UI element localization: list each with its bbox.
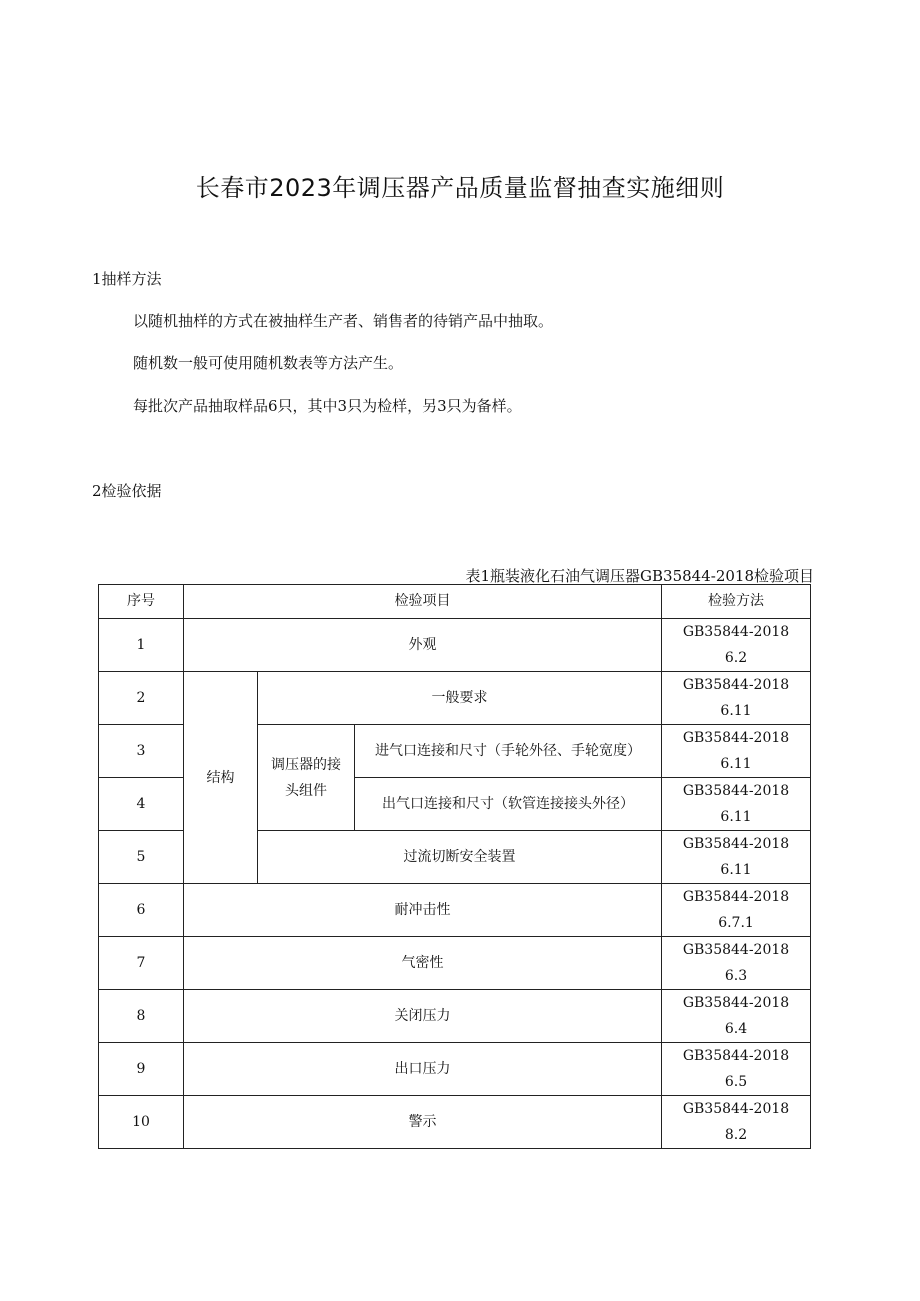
header-no: 序号 — [99, 585, 184, 619]
section-heading-sampling: 1抽样方法 — [92, 270, 162, 288]
row-method — [662, 619, 811, 672]
row-no: 9 — [99, 1043, 184, 1096]
paragraph-random-number: 随机数一般可使用随机数表等方法产生。 — [133, 354, 404, 372]
paragraph-sample-quantity: 每批次产品抽取样品6只，其中3只为检样，另3只为备样。 — [133, 397, 522, 415]
row-no: 2 — [99, 672, 184, 725]
table-caption: 表1瓶装液化石油气调压器GB35844-2018检验项目 — [465, 567, 814, 585]
header-method: 检验方法 — [662, 585, 811, 619]
table-row — [99, 672, 811, 725]
row-no: 7 — [99, 937, 184, 990]
row-item: 出口压力 — [184, 1043, 662, 1096]
row-item: 耐冲击性 — [184, 884, 662, 937]
row-no: 1 — [99, 619, 184, 672]
method-standard: GB35844-2018 — [682, 1101, 790, 1117]
row-item: 外观 — [184, 619, 662, 672]
method-standard: GB35844-2018 — [682, 783, 790, 799]
row-item: 气密性 — [184, 937, 662, 990]
inspection-items-table — [98, 584, 811, 1149]
method-clause: 8.2 — [724, 1127, 748, 1143]
row-method — [662, 884, 811, 937]
row-item: 过流切断安全装置 — [258, 831, 662, 884]
table-row — [99, 990, 811, 1043]
table-row — [99, 1096, 811, 1149]
method-clause: 6.11 — [720, 862, 752, 878]
method-standard: GB35844-2018 — [682, 677, 790, 693]
method-clause: 6.4 — [724, 1021, 748, 1037]
document-title: 长春市2023年调压器产品质量监督抽查实施细则 — [195, 174, 725, 202]
table-row — [99, 937, 811, 990]
row-no: 5 — [99, 831, 184, 884]
table-row — [99, 619, 811, 672]
group-connector-assembly — [258, 725, 355, 831]
method-clause: 6.7.1 — [718, 915, 754, 931]
table-header-row — [99, 585, 811, 619]
method-standard: GB35844-2018 — [682, 730, 790, 746]
row-method — [662, 672, 811, 725]
row-no: 8 — [99, 990, 184, 1043]
method-standard: GB35844-2018 — [682, 889, 790, 905]
method-standard: GB35844-2018 — [682, 1048, 790, 1064]
row-method — [662, 937, 811, 990]
row-item: 关闭压力 — [184, 990, 662, 1043]
row-no: 6 — [99, 884, 184, 937]
method-standard: GB35844-2018 — [682, 624, 790, 640]
row-method — [662, 831, 811, 884]
row-item: 进气口连接和尺寸（手轮外径、手轮宽度） — [355, 725, 662, 778]
row-item: 出气口连接和尺寸（软管连接接头外径） — [355, 778, 662, 831]
row-method — [662, 990, 811, 1043]
method-clause: 6.2 — [724, 650, 748, 666]
method-clause: 6.11 — [720, 703, 752, 719]
table-row — [99, 1043, 811, 1096]
row-no: 10 — [99, 1096, 184, 1149]
paragraph-sampling-method: 以随机抽样的方式在被抽样生产者、销售者的待销产品中抽取。 — [133, 312, 554, 330]
group-connector-line2: 头组件 — [285, 782, 327, 799]
row-method — [662, 1096, 811, 1149]
method-clause: 6.5 — [724, 1074, 748, 1090]
method-standard: GB35844-2018 — [682, 836, 790, 852]
section-heading-basis: 2检验依据 — [92, 482, 162, 500]
table-row — [99, 884, 811, 937]
row-item: 警示 — [184, 1096, 662, 1149]
row-no: 3 — [99, 725, 184, 778]
row-item: 一般要求 — [258, 672, 662, 725]
method-clause: 6.11 — [720, 809, 752, 825]
method-clause: 6.3 — [724, 968, 748, 984]
row-method — [662, 725, 811, 778]
row-method — [662, 1043, 811, 1096]
group-structure: 结构 — [184, 672, 258, 884]
row-no: 4 — [99, 778, 184, 831]
header-item: 检验项目 — [184, 585, 662, 619]
method-clause: 6.11 — [720, 756, 752, 772]
group-connector-line1: 调压器的接 — [271, 756, 341, 773]
method-standard: GB35844-2018 — [682, 995, 790, 1011]
method-standard: GB35844-2018 — [682, 942, 790, 958]
row-method — [662, 778, 811, 831]
